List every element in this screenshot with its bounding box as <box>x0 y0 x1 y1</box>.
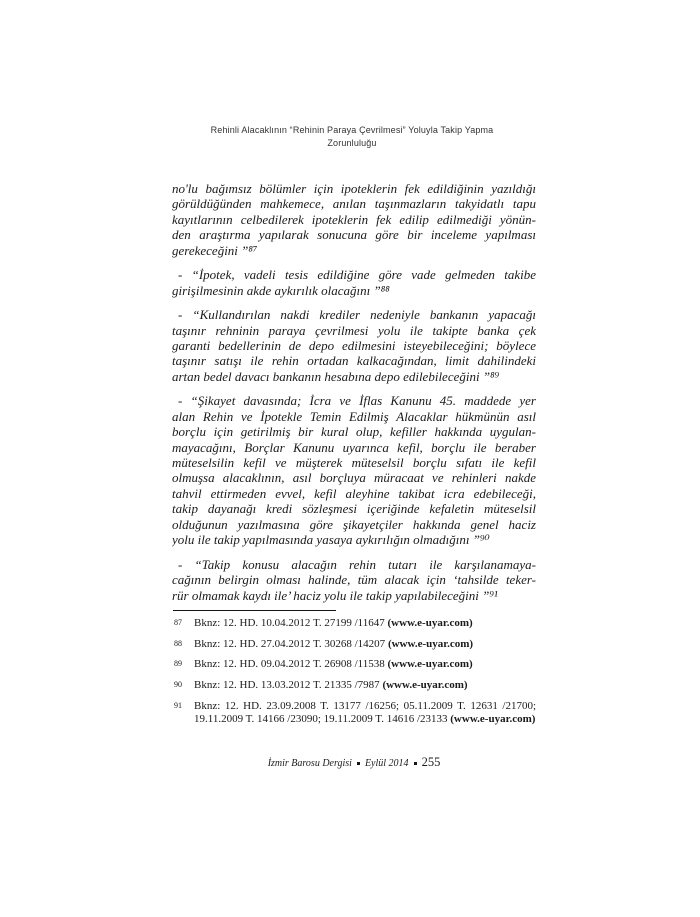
body-paragraph-4 <box>172 393 536 547</box>
footnote-source: (www.e-uyar.com) <box>450 713 536 726</box>
footnote-number: 90 <box>174 680 182 690</box>
text-line: - “Kullandırılan nakdi krediler nedeniyle bankanın yapacağı <box>178 307 536 323</box>
square-bullet-icon <box>357 762 360 765</box>
footnote-number: 89 <box>174 659 182 669</box>
text-line: artan bedel davacı bankanın hesabına depo edilebileceğini ”⁸⁹ <box>172 368 500 384</box>
text-line: no'lu bağımsız bölümler için ipoteklerin fek edildiğinin yazıldığı <box>172 181 536 196</box>
running-header <box>0 124 700 150</box>
footnote-text: Bknz: 12. HD. 27.04.2012 T. 30268 /14207 <box>194 637 388 650</box>
body-paragraph-2 <box>172 267 536 298</box>
footnotes-section <box>172 617 536 734</box>
text-line: müteselsilin kefil ve müşterek müteselsil borçlu sıfatı ile kefil <box>172 455 536 470</box>
text-line: girişilmesinin akde aykırılık olacağını ”⁸⁸ <box>172 282 390 298</box>
footnote-87 <box>172 617 536 630</box>
text-line: rür olmamak kaydı ile’ haciz yolu ile takip yapılabileceğini ”⁹¹ <box>172 587 498 603</box>
footnote-number: 87 <box>174 618 182 627</box>
footnote-text: Bknz: 12. HD. 09.04.2012 T. 26908 /11538 <box>194 658 388 671</box>
text-line: cağının belirgin olması halinde, tüm alacak için ‘tahsilde teker- <box>172 572 536 588</box>
footnote-text: Bknz: 12. HD. 10.04.2012 T. 27199 /11647 <box>194 617 388 629</box>
text-line: - “Takip konusu alacağın rehin tutarı ile karşılanamaya- <box>178 556 536 572</box>
square-bullet-icon <box>414 762 417 765</box>
footnote-separator-rule <box>173 610 336 611</box>
journal-name: İzmir Barosu Dergisi <box>267 758 352 769</box>
text-line: taşınır rehninin paraya çevrilmesi yolu ile takipte banka çek <box>172 322 536 338</box>
footnote-89 <box>172 658 536 671</box>
footnote-91 <box>172 700 536 726</box>
text-line: alan Rehin ve İpotekle Temin Edilmiş Alacaklar hükmünün asıl <box>172 408 536 424</box>
footnote-number: 88 <box>174 638 182 648</box>
article-body <box>172 181 536 612</box>
page-footer <box>4 755 700 770</box>
footnote-text: Bknz: 12. HD. 23.09.2008 T. 13177 /16256; 05.11.2009 T. 12631 /21700; 19.11.2009 T. 14166 /23090; 19.11.2009 T. 14616 /23133 <box>194 699 536 726</box>
text-line: garanti bedellerinin de depo edilmesini isteyebileceğini; böylece <box>172 337 536 353</box>
text-line: tahvil ettirmeden evvel, kefil aleyhine takibat icra edebileceği, <box>172 485 536 501</box>
issue-date: Eylül 2014 <box>364 758 409 769</box>
footnote-source: (www.e-uyar.com) <box>387 617 473 629</box>
footnote-source: (www.e-uyar.com) <box>387 658 473 671</box>
text-line: olmuşsa alacaklının, asıl borçluya müracaat ve rehinleri nakde <box>172 470 536 486</box>
text-line: - “İpotek, vadeli tesis edildiğine göre vade gelmeden takibe <box>178 267 536 283</box>
text-line: takip dayanağı kredi sözleşmesi içeriğinde kefaletin müteselsil <box>172 501 536 517</box>
text-line: borçlu için getirilmiş bir kural olup, kefiller hakkında uygulan- <box>172 424 536 440</box>
text-line: den araştırma yapılarak sonucuna göre bir inceleme yapılması <box>172 227 536 243</box>
body-paragraph-3 <box>172 307 536 384</box>
footnote-text: Bknz: 12. HD. 13.03.2012 T. 21335 /7987 <box>194 679 383 692</box>
text-line: gerekeceğini ”⁸⁷ <box>172 242 258 258</box>
text-line: görüldüğünden mahkemece, anılan taşınmazların takyidatlı tapu <box>172 196 536 212</box>
body-paragraph-5 <box>172 557 536 603</box>
header-title-line-2: Zorunluluğu <box>327 138 377 148</box>
text-line: mayacağını, Borçlar Kanunu uyarınca kefil, borçlu ile beraber <box>172 439 536 455</box>
footnote-number: 91 <box>174 700 182 710</box>
footnote-source: (www.e-uyar.com) <box>382 679 468 692</box>
text-line: kayıtlarının celbedilerek ipoteklerin fek edilip edilmediği yönün- <box>172 211 536 227</box>
header-title-line-1: Rehinli Alacaklının “Rehinin Paraya Çevrilmesi” Yoluyla Takip Yapma <box>210 125 494 135</box>
footnote-source: (www.e-uyar.com) <box>387 637 474 650</box>
text-line: yolu ile takip yapılmasında yasaya aykırılığın olmadığını ”⁹⁰ <box>172 532 490 548</box>
footnote-90 <box>172 679 536 692</box>
body-paragraph-1 <box>172 181 536 258</box>
text-line: - “Şikayet davasında; İcra ve İflas Kanunu 45. maddede yer <box>178 393 536 409</box>
page-number: 255 <box>421 755 441 769</box>
text-line: taşınır satışı ile rehin ortadan kalkacağından, limit dahilindeki <box>172 353 536 369</box>
text-line: olduğunun yazılmasına göre şikayetçiler hakkında genel haciz <box>172 516 536 532</box>
footnote-88 <box>172 638 536 651</box>
